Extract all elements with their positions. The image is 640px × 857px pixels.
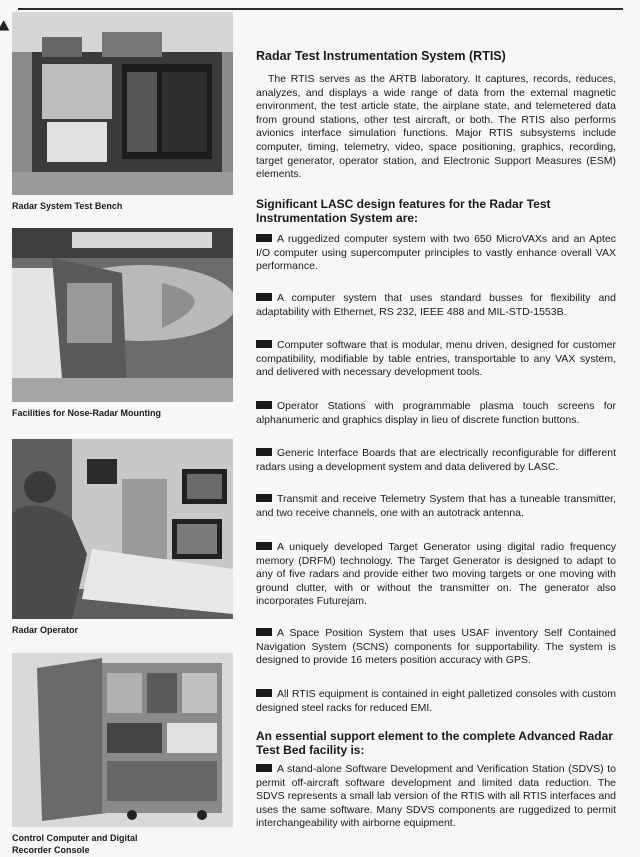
feature-item: Generic Interface Boards that are electrically reconfigurable for different radars using a development system and data delivered by LASC. (256, 447, 616, 473)
feature-item: A ruggedized computer system with two 650 MicroVAXs and an Aptec I/O computer using supercomputer principles to vastly enhance overall VAX performance. (256, 233, 616, 273)
top-rule (18, 8, 623, 10)
photo-caption: Facilities for Nose-Radar Mounting (12, 408, 162, 418)
feature-item: Operator Stations with programmable plasma touch screens for alphanumeric and graphics display in lieu of discrete function buttons. (256, 400, 616, 426)
feature-item: Computer software that is modular, menu driven, designed for customer compatibility, modifiable by table entries, transportable to any VAX system, and delivered with necessary development tools. (256, 339, 616, 379)
features-heading: Significant LASC design features for the Radar Test Instrumentation System are: (256, 197, 551, 225)
page-title: Radar Test Instrumentation System (RTIS) (256, 49, 506, 63)
corner-mark-icon (0, 20, 12, 35)
photo-caption: Control Computer and Digital Recorder Console (12, 833, 138, 855)
photo-caption: Radar System Test Bench (12, 201, 123, 211)
nose-radar-photo (12, 228, 233, 402)
operator-photo (12, 439, 233, 619)
support-heading: An essential support element to the complete Advanced Radar Test Bed facility is: (256, 729, 613, 757)
support-item: A stand-alone Software Development and Verification Station (SDVS) to permit off-aircraft software development and limited data reduction. The SDVS represents a small lab version of the RTIS with all RTIS interfaces and uses the same software. Many SDVS components are ruggedized to permit interchangeability with airborne equipment. (256, 763, 616, 830)
feature-item: Transmit and receive Telemetry System that has a tuneable transmitter, and two receive channels, one with an autotrack antenna. (256, 493, 616, 519)
feature-item: All RTIS equipment is contained in eight palletized consoles with custom designed steel racks for reduced EMI. (256, 688, 616, 714)
photo-caption: Radar Operator (12, 625, 79, 635)
feature-item: A Space Position System that uses USAF inventory Self Contained Navigation System (SCNS) components for supportability. The system is designed to provide 16 meters position accuracy with GPS. (256, 627, 616, 667)
feature-item: A computer system that uses standard busses for flexibility and adaptability with Ethernet, RS 232, IEEE 488 and MIL-STD-1553B. (256, 292, 616, 318)
feature-item: A uniquely developed Target Generator using digital radio frequency memory (DRFM) technology. The Target Generator is designed to adapt to any of five radars and provide either two moving targets or one moving with ground clutter, with or without the transmitter on. The generator also incorporates Futurejam. (256, 541, 616, 608)
console-photo (12, 653, 233, 827)
intro-paragraph: The RTIS serves as the ARTB laboratory. It captures, records, reduces, analyzes, and displays a wide range of data from the external magnetic environment, the test article state, the airplane state, and telemetered data from ground stations, other test aircraft, or both. The RTIS also performs avionics interface simulation functions. Major RTIS subsystems include computer, timing, telemetry, video, space positioning, graphics, recording, target generator, operator station, and Electronic Support Measures (ESM) elements. (256, 73, 616, 181)
test-bench-photo (12, 12, 233, 195)
